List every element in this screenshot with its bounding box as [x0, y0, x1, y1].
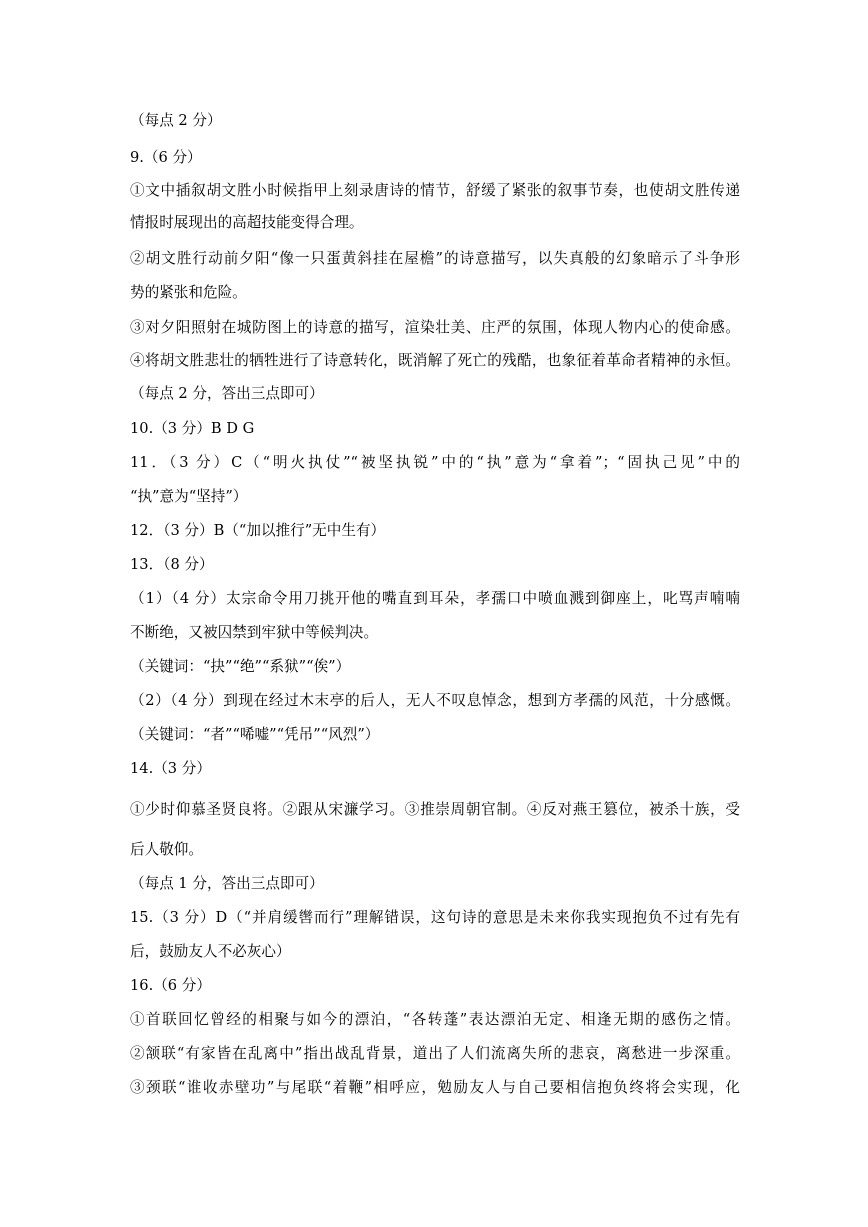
text-line: ②胡文胜行动前夕阳“像一只蛋黄斜挂在屋檐”的诗意描写，以失真般的幻象暗示了斗争形: [130, 250, 740, 267]
text-line: （1）（4 分）太宗命令用刀挑开他的嘴直到耳朵，孝孺口中喷血溅到御座上，叱骂声喃喃: [130, 590, 740, 607]
text-line: 15.（3 分）D（“并肩缓辔而行”理解错误，这句诗的意思是未来你我实现抱负不过有先有: [130, 909, 740, 926]
text-line: ①文中插叙胡文胜小时候指甲上刻录唐诗的情节，舒缓了紧张的叙事节奏，也使胡文胜传递: [130, 182, 740, 199]
text-line: 16.（6 分）: [130, 977, 211, 994]
text-line: ③颈联“谁收赤壁功”与尾联“着鞭”相呼应，勉励友人与自己要相信抱负终将会实现，化: [130, 1079, 740, 1096]
text-line: 12．（3 分）B（“加以推行”无中生有）: [130, 522, 386, 539]
text-line: ①少时仰慕圣贤良将。②跟从宋濂学习。③推崇周朝官制。④反对燕王篡位，被杀十族，受: [130, 801, 740, 818]
text-line: 不断绝，又被囚禁到牢狱中等候判决。: [130, 624, 379, 641]
text-line: （关键词：“抉”“绝”“系狱”“俟”）: [130, 658, 351, 675]
text-line: （每点 2 分）: [130, 112, 222, 129]
text-line: 9.（6 分）: [130, 149, 202, 166]
text-line: （关键词：“者”“唏嘘”“凭吊”“风烈”）: [130, 726, 380, 743]
text-line: ④将胡文胜悲壮的牺牲进行了诗意转化，既消解了死亡的残酷，也象征着革命者精神的永恒。: [130, 352, 740, 369]
text-line: 后人敬仰。: [130, 841, 203, 858]
text-line: （2）（4 分）到现在经过木末亭的后人，无人不叹息悼念，想到方孝孺的风范，十分感慨。: [130, 692, 740, 709]
text-line: 13．（8 分）: [130, 556, 214, 573]
text-line: ②颔联“有家皆在乱离中”指出战乱背景，道出了人们流离失所的悲哀，离愁进一步深重。: [130, 1045, 740, 1062]
text-line: （每点 1 分，答出三点即可）: [130, 875, 324, 892]
text-line: ③对夕阳照射在城防图上的诗意的描写，渲染壮美、庄严的氛围，体现人物内心的使命感。: [130, 319, 740, 336]
text-line: 11．（3 分）C（“明火执仗”“被坚执锐”中的“执”意为“拿着”；“固执己见”中的: [130, 454, 740, 471]
text-line: （每点 2 分，答出三点即可）: [130, 385, 324, 402]
text-line: ①首联回忆曾经的相聚与如今的漂泊，“各转蓬”表达漂泊无定、相逢无期的感伤之情。: [130, 1011, 740, 1028]
text-line: “执”意为“坚持”）: [130, 488, 248, 505]
text-line: 14.（3 分）: [130, 760, 211, 777]
text-line: 后，鼓励友人不必灰心）: [130, 943, 291, 960]
text-line: 10.（3 分）B D G: [130, 420, 255, 437]
text-line: 势的紧张和危险。: [130, 284, 247, 301]
text-line: 情报时展现出的高超技能变得合理。: [130, 214, 364, 231]
